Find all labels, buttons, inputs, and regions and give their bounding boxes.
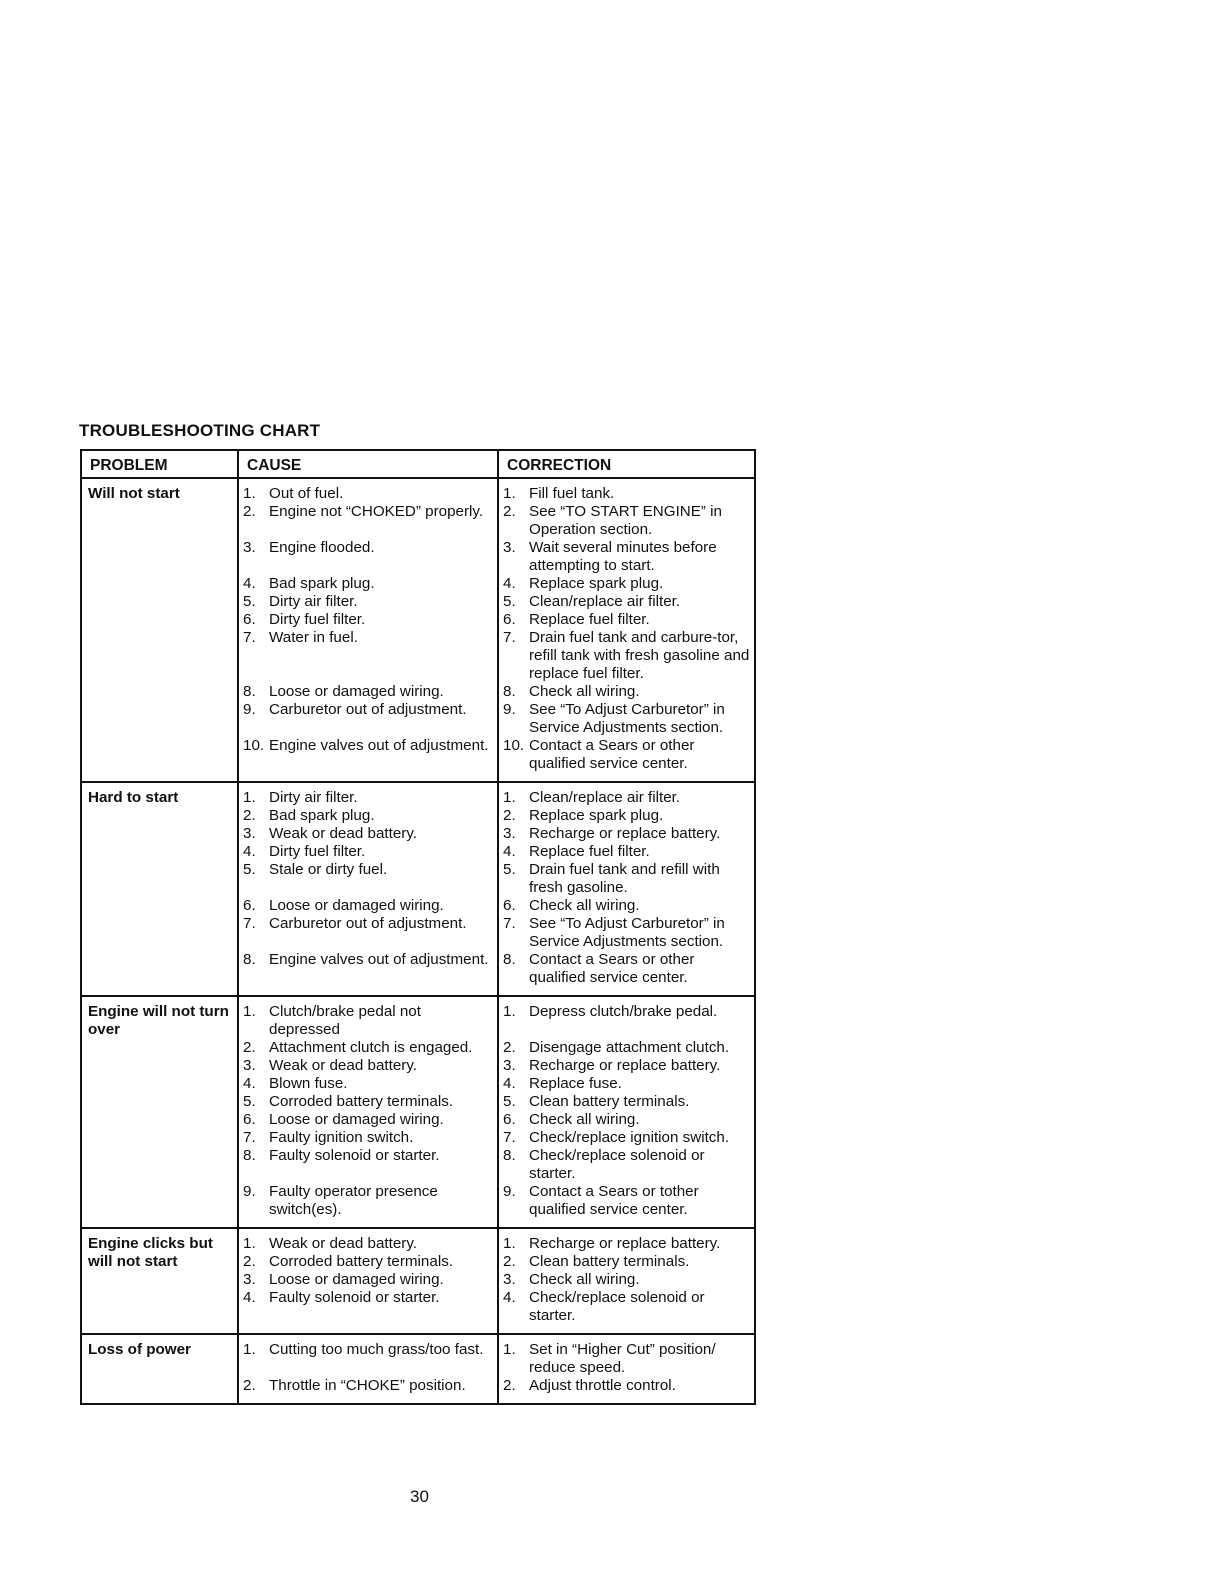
item-number: 3. <box>503 1057 516 1074</box>
correction-list <box>503 1003 752 1219</box>
item-number: 2. <box>243 503 256 520</box>
item-number: 9. <box>243 701 256 718</box>
item-number: 2. <box>243 1253 256 1270</box>
list-item <box>243 1377 495 1395</box>
item-text: Water in fuel. <box>269 629 358 646</box>
list-item <box>243 789 495 807</box>
item-text: Set in “Higher Cut” position/ reduce speed. <box>529 1341 716 1376</box>
item-text: Weak or dead battery. <box>269 1057 418 1074</box>
item-number: 3. <box>243 1057 256 1074</box>
item-number: 1. <box>243 1235 256 1252</box>
item-text: Dirty fuel filter. <box>269 843 366 860</box>
list-item <box>503 1039 752 1057</box>
list-item <box>503 485 752 503</box>
list-item <box>243 485 495 503</box>
list-item <box>503 539 752 575</box>
list-item <box>243 1075 495 1093</box>
list-item <box>243 1341 495 1377</box>
list-item <box>243 861 495 897</box>
item-number: 9. <box>503 701 516 718</box>
item-number: 4. <box>243 575 256 592</box>
item-text: Replace spark plug. <box>529 575 664 592</box>
item-number: 1. <box>243 789 256 806</box>
item-text: Cutting too much grass/too fast. <box>269 1341 484 1358</box>
correction-cell <box>499 997 754 1229</box>
list-item <box>243 825 495 843</box>
item-text: Replace spark plug. <box>529 807 664 824</box>
list-item <box>503 683 752 701</box>
item-text: Depress clutch/brake pedal. <box>529 1003 718 1020</box>
item-text: Bad spark plug. <box>269 807 375 824</box>
problem-cell: Will not start <box>82 479 239 783</box>
cause-cell <box>239 783 499 997</box>
item-text: Clean battery terminals. <box>529 1253 690 1270</box>
list-item <box>503 1129 752 1147</box>
item-text: Corroded battery terminals. <box>269 1093 454 1110</box>
item-number: 7. <box>243 1129 256 1146</box>
item-text: Loose or damaged wiring. <box>269 1111 444 1128</box>
item-number: 2. <box>503 807 516 824</box>
item-number: 1. <box>503 1003 516 1020</box>
list-item <box>243 807 495 825</box>
item-number: 6. <box>243 611 256 628</box>
item-text: Drain fuel tank and refill with fresh gasoline. <box>529 861 720 896</box>
list-item <box>243 1003 495 1039</box>
list-item <box>503 611 752 629</box>
cause-list <box>243 1003 495 1219</box>
item-text: Engine valves out of adjustment. <box>269 951 489 968</box>
item-text: See “To Adjust Carburetor” in Service Adjustments section. <box>529 701 725 736</box>
item-text: Replace fuel filter. <box>529 843 650 860</box>
item-text: Faulty ignition switch. <box>269 1129 414 1146</box>
list-item <box>243 611 495 629</box>
item-number: 1. <box>243 1341 256 1358</box>
correction-list <box>503 1341 752 1395</box>
item-number: 8. <box>503 1147 516 1164</box>
list-item <box>503 629 752 683</box>
item-text: Contact a Sears or other qualified service center. <box>529 951 695 986</box>
item-number: 8. <box>243 683 256 700</box>
item-number: 8. <box>503 951 516 968</box>
item-number: 4. <box>503 575 516 592</box>
cause-cell <box>239 1335 499 1403</box>
item-number: 3. <box>503 1271 516 1288</box>
item-text: Loose or damaged wiring. <box>269 1271 444 1288</box>
cause-cell <box>239 1229 499 1335</box>
item-text: Wait several minutes before attempting to start. <box>529 539 717 574</box>
cause-list <box>243 1235 495 1325</box>
list-item <box>503 843 752 861</box>
item-number: 2. <box>243 807 256 824</box>
item-text: Corroded battery terminals. <box>269 1253 454 1270</box>
item-number: 2. <box>503 1039 516 1056</box>
item-text: Check all wiring. <box>529 1111 640 1128</box>
page-number: 30 <box>410 1487 429 1506</box>
item-number: 3. <box>503 825 516 842</box>
problem-cell: Engine will not turn over <box>82 997 239 1229</box>
list-item <box>503 915 752 951</box>
item-number: 6. <box>503 1111 516 1128</box>
list-item <box>243 1147 495 1183</box>
list-item <box>503 1341 752 1377</box>
item-text: Loose or damaged wiring. <box>269 897 444 914</box>
item-text: Recharge or replace battery. <box>529 825 721 842</box>
correction-cell <box>499 1335 754 1403</box>
list-item <box>503 1075 752 1093</box>
item-text: Stale or dirty fuel. <box>269 861 388 878</box>
item-number: 6. <box>243 1111 256 1128</box>
item-text: Engine not “CHOKED” properly. <box>269 503 484 520</box>
item-text: Engine valves out of adjustment. <box>269 737 489 754</box>
item-text: Replace fuel filter. <box>529 611 650 628</box>
item-number: 4. <box>503 1075 516 1092</box>
item-text: See “TO START ENGINE” in Operation section. <box>529 503 722 538</box>
list-item <box>503 1253 752 1271</box>
item-number: 5. <box>243 861 256 878</box>
correction-list <box>503 1235 752 1325</box>
item-number: 1. <box>243 1003 256 1020</box>
item-text: Attachment clutch is engaged. <box>269 1039 473 1056</box>
list-item <box>503 1289 752 1325</box>
item-text: Recharge or replace battery. <box>529 1057 721 1074</box>
item-number: 9. <box>243 1183 256 1200</box>
item-text: Drain fuel tank and carbure-tor, refill tank with fresh gasoline and replace fuel filter. <box>529 629 750 682</box>
list-item <box>243 843 495 861</box>
item-number: 9. <box>503 1183 516 1200</box>
cause-cell <box>239 997 499 1229</box>
item-number: 5. <box>243 1093 256 1110</box>
list-item <box>243 951 495 987</box>
list-item <box>243 593 495 611</box>
item-text: Clean/replace air filter. <box>529 593 681 610</box>
list-item <box>243 1129 495 1147</box>
list-item <box>243 1235 495 1253</box>
list-item <box>503 593 752 611</box>
item-number: 6. <box>503 897 516 914</box>
list-item <box>503 1093 752 1111</box>
item-number: 1. <box>503 485 516 502</box>
list-item <box>503 503 752 539</box>
item-number: 2. <box>503 503 516 520</box>
item-text: Contact a Sears or other qualified service center. <box>529 737 695 772</box>
list-item <box>503 737 752 773</box>
item-number: 7. <box>503 915 516 932</box>
item-number: 4. <box>503 843 516 860</box>
correction-cell <box>499 479 754 783</box>
header-correction: CORRECTION <box>499 451 754 479</box>
item-text: Carburetor out of adjustment. <box>269 915 467 932</box>
list-item <box>503 897 752 915</box>
item-number: 8. <box>503 683 516 700</box>
correction-cell <box>499 1229 754 1335</box>
list-item <box>243 1271 495 1289</box>
list-item <box>243 1039 495 1057</box>
item-number: 5. <box>503 593 516 610</box>
item-text: Clean battery terminals. <box>529 1093 690 1110</box>
item-number: 10. <box>243 737 265 754</box>
list-item <box>503 701 752 737</box>
cause-list <box>243 789 495 987</box>
list-item <box>503 575 752 593</box>
list-item <box>243 1253 495 1271</box>
item-number: 6. <box>243 897 256 914</box>
list-item <box>243 539 495 575</box>
item-number: 10. <box>503 737 525 754</box>
cause-cell <box>239 479 499 783</box>
item-number: 2. <box>503 1377 516 1394</box>
item-text: Check all wiring. <box>529 897 640 914</box>
header-problem: PROBLEM <box>82 451 239 479</box>
item-text: Weak or dead battery. <box>269 1235 418 1252</box>
item-number: 1. <box>503 1235 516 1252</box>
item-number: 7. <box>503 1129 516 1146</box>
list-item <box>503 825 752 843</box>
item-number: 4. <box>243 1289 256 1306</box>
item-text: Blown fuse. <box>269 1075 348 1092</box>
item-number: 1. <box>243 485 256 502</box>
list-item <box>243 1057 495 1075</box>
item-text: Disengage attachment clutch. <box>529 1039 730 1056</box>
list-item <box>503 1271 752 1289</box>
item-number: 7. <box>243 629 256 646</box>
problem-cell: Hard to start <box>82 783 239 997</box>
item-text: Out of fuel. <box>269 485 344 502</box>
item-text: Check/replace ignition switch. <box>529 1129 730 1146</box>
list-item <box>243 1289 495 1325</box>
item-number: 5. <box>503 1093 516 1110</box>
item-text: Dirty air filter. <box>269 593 358 610</box>
list-item <box>503 807 752 825</box>
item-text: Check/replace solenoid or starter. <box>529 1147 705 1182</box>
item-text: Engine flooded. <box>269 539 375 556</box>
list-item <box>503 1057 752 1075</box>
item-text: Loose or damaged wiring. <box>269 683 444 700</box>
correction-cell <box>499 783 754 997</box>
item-text: Fill fuel tank. <box>529 485 615 502</box>
list-item <box>243 629 495 683</box>
list-item <box>243 915 495 951</box>
item-text: Clutch/brake pedal not depressed <box>269 1003 421 1038</box>
list-item <box>243 701 495 737</box>
list-item <box>503 789 752 807</box>
item-text: Check all wiring. <box>529 1271 640 1288</box>
correction-list <box>503 485 752 773</box>
item-number: 2. <box>503 1253 516 1270</box>
item-number: 3. <box>243 1271 256 1288</box>
list-item <box>503 1183 752 1219</box>
item-text: Carburetor out of adjustment. <box>269 701 467 718</box>
item-number: 4. <box>503 1289 516 1306</box>
correction-list <box>503 789 752 987</box>
cause-list <box>243 485 495 773</box>
item-text: Weak or dead battery. <box>269 825 418 842</box>
item-text: Faulty solenoid or starter. <box>269 1289 440 1306</box>
item-text: Throttle in “CHOKE” position. <box>269 1377 466 1394</box>
list-item <box>243 683 495 701</box>
list-item <box>243 1093 495 1111</box>
item-text: Dirty fuel filter. <box>269 611 366 628</box>
item-text: Bad spark plug. <box>269 575 375 592</box>
item-number: 2. <box>243 1039 256 1056</box>
item-text: Replace fuse. <box>529 1075 622 1092</box>
list-item <box>503 1111 752 1129</box>
header-cause: CAUSE <box>239 451 499 479</box>
list-item <box>503 951 752 987</box>
chart-title: TROUBLESHOOTING CHART <box>79 421 321 440</box>
item-text: Faulty operator presence switch(es). <box>269 1183 438 1218</box>
item-number: 4. <box>243 843 256 860</box>
item-number: 4. <box>243 1075 256 1092</box>
item-number: 1. <box>503 789 516 806</box>
item-number: 5. <box>243 593 256 610</box>
list-item <box>243 503 495 539</box>
list-item <box>503 1003 752 1039</box>
list-item <box>503 1147 752 1183</box>
troubleshooting-table <box>80 449 756 1405</box>
problem-cell: Loss of power <box>82 1335 239 1403</box>
item-number: 6. <box>503 611 516 628</box>
list-item <box>503 861 752 897</box>
item-number: 3. <box>243 539 256 556</box>
list-item <box>243 897 495 915</box>
item-number: 7. <box>503 629 516 646</box>
list-item <box>243 575 495 593</box>
item-text: Contact a Sears or tother qualified service center. <box>529 1183 699 1218</box>
item-number: 8. <box>243 1147 256 1164</box>
item-number: 5. <box>503 861 516 878</box>
list-item <box>243 1183 495 1219</box>
item-number: 7. <box>243 915 256 932</box>
item-text: Clean/replace air filter. <box>529 789 681 806</box>
item-text: Recharge or replace battery. <box>529 1235 721 1252</box>
item-text: Check/replace solenoid or starter. <box>529 1289 705 1324</box>
item-text: Dirty air filter. <box>269 789 358 806</box>
item-number: 1. <box>503 1341 516 1358</box>
list-item <box>243 1111 495 1129</box>
item-text: See “To Adjust Carburetor” in Service Adjustments section. <box>529 915 725 950</box>
item-text: Adjust throttle control. <box>529 1377 676 1394</box>
list-item <box>243 737 495 773</box>
item-number: 2. <box>243 1377 256 1394</box>
list-item <box>503 1377 752 1395</box>
item-number: 8. <box>243 951 256 968</box>
cause-list <box>243 1341 495 1395</box>
item-number: 3. <box>503 539 516 556</box>
problem-cell: Engine clicks but will not start <box>82 1229 239 1335</box>
list-item <box>503 1235 752 1253</box>
item-text: Faulty solenoid or starter. <box>269 1147 440 1164</box>
item-number: 3. <box>243 825 256 842</box>
item-text: Check all wiring. <box>529 683 640 700</box>
